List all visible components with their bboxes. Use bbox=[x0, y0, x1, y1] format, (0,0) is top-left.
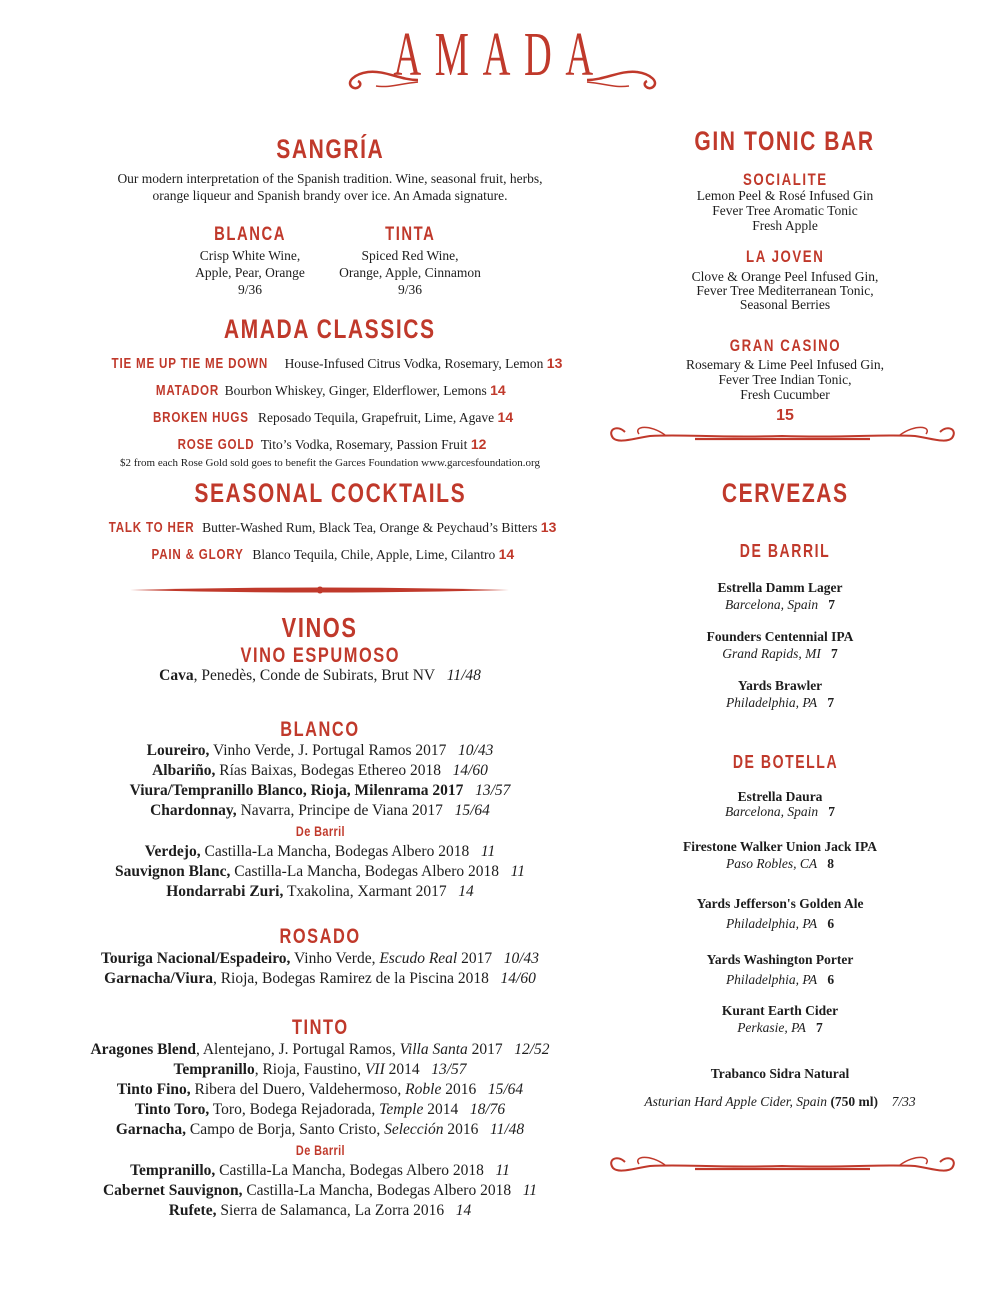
gin-line: Fresh Cucumber bbox=[740, 387, 830, 402]
beer-price: 6 bbox=[827, 916, 835, 931]
espumoso-title: VINO ESPUMOSO bbox=[240, 644, 400, 667]
wine-price: 14 bbox=[458, 883, 474, 900]
wine-name: Viura/Tempranillo Blanco, bbox=[129, 782, 307, 799]
wine-name: Rufete, bbox=[168, 1202, 217, 1219]
beer-item bbox=[630, 950, 930, 990]
gin-line: Seasonal Berries bbox=[739, 297, 831, 312]
wine-item bbox=[20, 1181, 620, 1201]
seasonal-title: SEASONAL COCKTAILS bbox=[194, 478, 466, 508]
cocktail-price: 14 bbox=[490, 382, 506, 398]
wine-item bbox=[20, 842, 620, 862]
beer-item bbox=[630, 579, 930, 613]
gin-heading bbox=[640, 126, 930, 157]
gin-line: Clove & Orange Peel Infused Gin, bbox=[691, 269, 879, 284]
wine-name: Cabernet Sauvignon, bbox=[102, 1182, 243, 1199]
wine-name: Chardonnay, bbox=[150, 802, 237, 819]
wine-desc: Castilla-La Mancha, Bodegas Albero 2018 bbox=[215, 1162, 484, 1179]
wine-item bbox=[20, 949, 620, 969]
cocktail-item bbox=[30, 382, 630, 409]
wine-name: Sauvignon Blanc, bbox=[114, 863, 231, 880]
gin-line: Fever Tree Indian Tonic, bbox=[718, 372, 852, 387]
seasonal-list bbox=[30, 519, 630, 564]
wine-desc: Vinho Verde, J. Portugal Ramos 2017 bbox=[209, 742, 447, 759]
wine-label: Selección bbox=[384, 1121, 444, 1138]
beer-item bbox=[630, 838, 930, 872]
wine-name: Tinto Fino, bbox=[116, 1081, 191, 1098]
beer-price: 6 bbox=[827, 972, 835, 987]
beer-price: 7 bbox=[827, 695, 835, 710]
wine-label: Escudo Real bbox=[379, 950, 458, 967]
tinta-line: Spiced Red Wine, bbox=[361, 248, 459, 263]
beer-name: Founders Centennial IPA bbox=[706, 629, 854, 644]
cocktail-item bbox=[30, 409, 630, 436]
brand-header bbox=[0, 20, 1000, 91]
cider-price: 7/33 bbox=[891, 1094, 916, 1109]
wine-item bbox=[20, 1161, 620, 1181]
cervezas-heading bbox=[640, 478, 930, 509]
cerveza-botella-title: DE BOTELLA bbox=[732, 752, 838, 772]
beer-item bbox=[630, 677, 930, 711]
wine-desc: Rioja, Milenrama 2017 bbox=[306, 782, 464, 799]
cocktail-desc: Butter-Washed Rum, Black Tea, Orange & Peychaud’s Bitters bbox=[202, 520, 538, 535]
sangria-blanca bbox=[160, 226, 340, 298]
wine-desc: Campo de Borja, Santo Cristo, bbox=[186, 1121, 385, 1138]
wine-name: Garnacha, bbox=[115, 1121, 187, 1138]
cocktail-item bbox=[30, 436, 630, 457]
wine-price: 14/60 bbox=[500, 970, 536, 987]
beer-price: 7 bbox=[816, 1020, 823, 1035]
gin-item bbox=[640, 338, 930, 402]
wine-item bbox=[20, 882, 620, 902]
blanca-price: 9/36 bbox=[237, 282, 262, 297]
gin-title: GIN TONIC BAR bbox=[694, 126, 876, 156]
cocktail-price: 12 bbox=[470, 436, 487, 452]
wine-price: 11 bbox=[510, 863, 526, 880]
sangria-section bbox=[40, 134, 620, 165]
wine-name: Tempranillo, bbox=[130, 1162, 216, 1179]
wine-label: VII bbox=[364, 1061, 385, 1078]
wine-desc: Ribera del Duero, Valdehermoso, bbox=[190, 1081, 406, 1098]
wine-label: Villa Santa bbox=[399, 1041, 468, 1058]
wine-vintage: 2016 bbox=[441, 1081, 477, 1098]
gin-line: Rosemary & Lime Peel Infused Gin, bbox=[686, 357, 884, 372]
wine-item bbox=[20, 969, 620, 989]
beer-name: Yards Washington Porter bbox=[706, 952, 854, 967]
cervezas-title: CERVEZAS bbox=[721, 478, 849, 508]
beer-origin: Barcelona, Spain bbox=[724, 597, 819, 612]
wine-vintage: 2017 bbox=[457, 950, 493, 967]
vinos-title: VINOS bbox=[282, 612, 358, 643]
blanca-line: Crisp White Wine, bbox=[199, 248, 301, 263]
cocktail-desc: House-Infused Citrus Vodka, Rosemary, Lemon bbox=[284, 356, 544, 371]
wine-price: 11 bbox=[480, 843, 496, 860]
cocktail-name: MATADOR bbox=[156, 383, 220, 399]
beer-price: 7 bbox=[828, 597, 836, 612]
sangria-tinta bbox=[320, 226, 500, 298]
beer-origin: Barcelona, Spain bbox=[724, 804, 819, 819]
cocktail-desc: Blanco Tequila, Chile, Apple, Lime, Cilantro bbox=[252, 547, 496, 562]
cider-item bbox=[610, 1062, 950, 1114]
sangria-desc-line: Our modern interpretation of the Spanish tradition. Wine, seasonal fruit, herbs, bbox=[117, 171, 543, 186]
wine-item bbox=[20, 781, 620, 801]
cider-size: (750 ml) bbox=[830, 1094, 879, 1109]
cocktail-name: PAIN & GLORY bbox=[151, 547, 244, 563]
wine-name: Tempranillo bbox=[173, 1061, 255, 1078]
beer-origin: Paso Robles, CA bbox=[726, 856, 818, 871]
wine-item bbox=[20, 666, 620, 686]
tinto-list bbox=[20, 1040, 620, 1221]
wine-price: 15/64 bbox=[454, 802, 490, 819]
wine-item bbox=[20, 1080, 620, 1100]
cocktail-price: 14 bbox=[497, 409, 514, 425]
cocktail-item bbox=[30, 355, 630, 382]
blanco-title: BLANCO bbox=[280, 718, 360, 741]
beer-name: Firestone Walker Union Jack IPA bbox=[682, 839, 877, 854]
rose-gold-note: $2 from each Rose Gold sold goes to benefit the Garces Foundation www.garcesfoundation.org bbox=[119, 457, 541, 469]
wine-price: 13/57 bbox=[475, 782, 511, 799]
espumoso-heading bbox=[30, 644, 610, 668]
wine-name: Albariño, bbox=[152, 762, 216, 779]
wine-name: Aragones Blend bbox=[90, 1041, 196, 1058]
tinto-heading bbox=[20, 1016, 620, 1040]
cocktail-name: TIE ME UP TIE ME DOWN bbox=[111, 356, 268, 372]
wine-price: 14 bbox=[455, 1202, 472, 1219]
wine-price: 15/64 bbox=[487, 1081, 524, 1098]
wine-item bbox=[20, 801, 620, 821]
wine-price: 11/48 bbox=[446, 667, 481, 684]
wine-item bbox=[20, 761, 620, 781]
beer-price: 7 bbox=[828, 804, 836, 819]
cerveza-barril-heading bbox=[640, 541, 930, 562]
wine-name: Loureiro, bbox=[146, 742, 210, 759]
beer-origin: Philadelphia, PA bbox=[725, 916, 818, 931]
wine-desc: Castilla-La Mancha, Bodegas Albero 2018 bbox=[242, 1182, 512, 1199]
wine-desc: , Rioja, Bodegas Ramirez de la Piscina 2018 bbox=[212, 970, 489, 987]
wine-item bbox=[20, 741, 620, 761]
wine-vintage: 2014 bbox=[384, 1061, 420, 1078]
wine-desc: , Alentejano, J. Portugal Ramos, bbox=[195, 1041, 400, 1058]
sangria-desc-line: orange liqueur and Spanish brandy over ice. An Amada signature. bbox=[152, 188, 508, 203]
cerveza-barril-title: DE BARRIL bbox=[739, 541, 831, 561]
wine-price: 11 bbox=[495, 1162, 510, 1179]
wine-name: Cava bbox=[159, 667, 194, 684]
wine-vintage: 2017 bbox=[467, 1041, 503, 1058]
cider-origin: Asturian Hard Apple Cider, Spain bbox=[644, 1094, 828, 1109]
beer-name: Estrella Damm Lager bbox=[717, 580, 843, 595]
cocktail-desc: Bourbon Whiskey, Ginger, Elderflower, Lemons bbox=[224, 383, 487, 398]
gin-line: Fever Tree Aromatic Tonic bbox=[712, 203, 858, 218]
wine-desc: Castilla-La Mancha, Bodegas Albero 2018 bbox=[200, 843, 470, 860]
wine-price: 12/52 bbox=[514, 1041, 550, 1058]
wine-name: Touriga Nacional/Espadeiro, bbox=[100, 950, 291, 967]
cocktail-price: 13 bbox=[540, 519, 557, 535]
seasonal-heading bbox=[40, 478, 620, 509]
cocktail-price: 14 bbox=[498, 546, 515, 562]
wine-vintage: 2016 bbox=[443, 1121, 479, 1138]
beer-origin: Perkasie, PA bbox=[737, 1020, 806, 1035]
wine-item bbox=[20, 1201, 620, 1221]
brand-title: AMADA bbox=[393, 21, 607, 89]
de-barril-label: De Barril bbox=[295, 1142, 345, 1158]
rosado-title: ROSADO bbox=[279, 925, 361, 948]
beer-name: Kurant Earth Cider bbox=[721, 1003, 839, 1018]
vinos-heading bbox=[30, 612, 610, 644]
rosado-heading bbox=[20, 925, 620, 949]
beer-origin: Grand Rapids, MI bbox=[722, 646, 821, 661]
classics-title: AMADA CLASSICS bbox=[224, 314, 436, 344]
gin-item bbox=[640, 247, 930, 312]
beer-price: 8 bbox=[827, 856, 834, 871]
wine-price: 14/60 bbox=[452, 762, 488, 779]
wine-desc: Txakolina, Xarmant 2017 bbox=[283, 883, 447, 900]
wine-item bbox=[20, 1120, 620, 1140]
wine-price: 13/57 bbox=[431, 1061, 467, 1078]
wine-desc: Rías Baixas, Bodegas Ethereo 2018 bbox=[215, 762, 441, 779]
wine-name: Hondarrabi Zuri, bbox=[166, 883, 284, 900]
wine-name: Tinto Toro, bbox=[134, 1101, 210, 1118]
wine-item bbox=[20, 1040, 620, 1060]
beer-item bbox=[630, 1002, 930, 1036]
cerveza-botella-heading bbox=[640, 752, 930, 773]
tinta-name: TINTA bbox=[384, 224, 436, 245]
gin-name: SOCIALITE bbox=[742, 170, 828, 189]
left-divider-ornament bbox=[130, 582, 510, 598]
wine-vintage: 2014 bbox=[423, 1101, 459, 1118]
gin-name: LA JOVEN bbox=[745, 247, 825, 266]
wine-name: Garnacha/Viura bbox=[104, 970, 213, 987]
gin-name: GRAN CASINO bbox=[729, 336, 841, 355]
wine-desc: , Penedès, Conde de Subirats, Brut NV bbox=[193, 667, 436, 684]
wine-desc: Toro, Bodega Rejadorada, bbox=[209, 1101, 380, 1118]
classics-heading bbox=[40, 314, 620, 345]
gin-divider-ornament bbox=[605, 420, 960, 450]
wine-item bbox=[20, 1100, 620, 1120]
wine-price: 10/43 bbox=[503, 950, 540, 967]
wine-item bbox=[20, 862, 620, 882]
beer-name: Estrella Daura bbox=[737, 789, 823, 804]
cocktail-name: ROSE GOLD bbox=[177, 437, 255, 453]
beer-item bbox=[630, 894, 930, 934]
beer-name: Yards Brawler bbox=[737, 678, 823, 693]
de-barril-label: De Barril bbox=[295, 823, 345, 839]
wine-label: Temple bbox=[379, 1101, 424, 1118]
blanco-list bbox=[20, 741, 620, 902]
cocktail-price: 13 bbox=[546, 355, 563, 371]
wine-label: Roble bbox=[405, 1081, 442, 1098]
wine-desc: Castilla-La Mancha, Bodegas Albero 2018 bbox=[230, 863, 500, 880]
blanca-line: Apple, Pear, Orange bbox=[195, 265, 305, 280]
tinto-title: TINTO bbox=[291, 1016, 349, 1039]
tinta-line: Orange, Apple, Cinnamon bbox=[339, 265, 481, 280]
bottom-divider-ornament bbox=[605, 1150, 960, 1180]
beer-origin: Philadelphia, PA bbox=[725, 695, 818, 710]
beer-item bbox=[630, 789, 930, 819]
blanca-name: BLANCA bbox=[214, 224, 286, 245]
cocktail-desc: Reposado Tequila, Grapefruit, Lime, Agave bbox=[258, 410, 495, 425]
cider-name: Trabanco Sidra Natural bbox=[710, 1066, 850, 1081]
gin-line: Fresh Apple bbox=[752, 218, 818, 233]
wine-name: Verdejo, bbox=[144, 843, 201, 860]
blanco-heading bbox=[20, 718, 620, 742]
right-flourish-ornament bbox=[585, 62, 665, 92]
cocktail-desc: Tito’s Vodka, Rosemary, Passion Fruit bbox=[260, 437, 468, 452]
beer-origin: Philadelphia, PA bbox=[725, 972, 818, 987]
wine-price: 10/43 bbox=[458, 742, 494, 759]
gin-line: Fever Tree Mediterranean Tonic, bbox=[696, 283, 874, 298]
cocktail-item bbox=[30, 546, 630, 564]
beer-item bbox=[630, 628, 930, 662]
wine-desc: Navarra, Principe de Viana 2017 bbox=[236, 802, 443, 819]
wine-desc: , Rioja, Faustino, bbox=[254, 1061, 365, 1078]
tinta-price: 9/36 bbox=[397, 282, 422, 297]
gin-line: Lemon Peel & Rosé Infused Gin bbox=[696, 188, 874, 203]
cocktail-name: BROKEN HUGS bbox=[152, 410, 249, 426]
wine-desc: Sierra de Salamanca, La Zorra 2016 bbox=[216, 1202, 445, 1219]
beer-price: 7 bbox=[831, 646, 838, 661]
wine-item bbox=[20, 1060, 620, 1080]
wine-price: 18/76 bbox=[469, 1101, 506, 1118]
sangria-description bbox=[40, 170, 620, 204]
cocktail-item bbox=[30, 519, 630, 546]
gin-price-value: 15 bbox=[776, 407, 794, 424]
beer-name: Yards Jefferson's Golden Ale bbox=[696, 896, 864, 911]
sangria-title: SANGRÍA bbox=[275, 134, 385, 164]
classics-list bbox=[30, 355, 630, 470]
wine-desc: Vinho Verde, bbox=[290, 950, 380, 967]
gin-item bbox=[640, 172, 930, 233]
cocktail-name: TALK TO HER bbox=[108, 520, 195, 536]
wine-price: 11 bbox=[522, 1182, 538, 1199]
rosado-list bbox=[20, 949, 620, 989]
wine-price: 11/48 bbox=[489, 1121, 525, 1138]
